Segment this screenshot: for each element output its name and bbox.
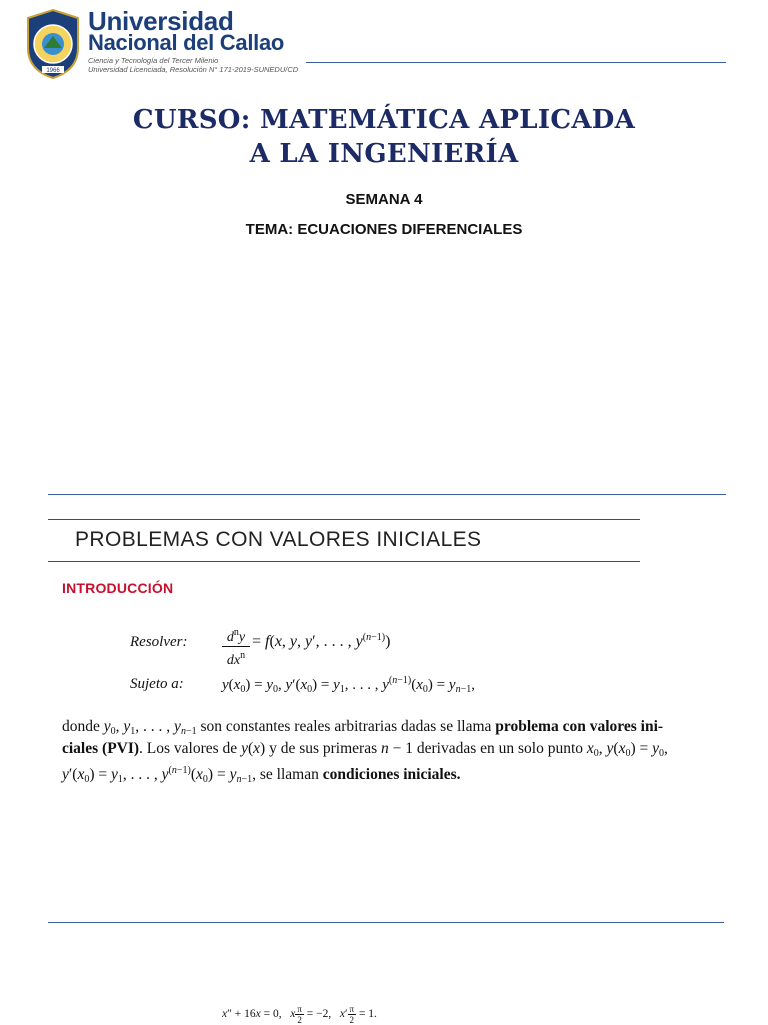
sujeto-label: Sujeto a:: [130, 676, 184, 692]
section-rule-bottom: [48, 561, 640, 562]
page-divider: [48, 922, 724, 923]
initial-conditions-equation: $y(x_0) = y_0$, $y'(x_0) = y_1$, . . . , $y^{(n-1)}(x_0) = y_{n-1}$,: [222, 675, 475, 695]
topic-label: TEMA: ECUACIONES DIFERENCIALES: [245, 221, 523, 238]
section-rule-top: [48, 519, 640, 520]
resolver-label: Resolver:: [130, 634, 188, 650]
header-divider: [306, 62, 726, 63]
paragraph-line: ciales (PVI). Los valores de y(x) y de sus primeras n − 1 derivadas en un solo punto $x_0$, $y(x_0) = y_0$,: [62, 740, 668, 759]
seal-year: 1966: [46, 68, 60, 74]
week-label: SEMANA 4: [345, 191, 423, 208]
university-name-line1: Universidad: [88, 6, 234, 36]
course-title-line1: CURSO: MATEMÁTICA APLICADA: [132, 105, 636, 135]
university-resolution: Universidad Licenciada, Resolución N° 171-2019-SUNEDU/CD: [88, 65, 299, 74]
ode-equation: = f(x, y, y′, . . . , $y^{(n-1)}$): [252, 632, 391, 650]
paragraph-line: donde $y_0$, $y_1$, . . . , $y_{n-1}$ son constantes reales arbitrarias dadas se llama problema con valores ini-: [62, 718, 664, 737]
intro-heading: INTRODUCCIÓN: [62, 580, 174, 596]
university-tagline: Ciencia y Tecnología del Tercer Milenio: [88, 56, 219, 65]
section-title: PROBLEMAS CON VALORES INICIALES: [75, 528, 482, 551]
university-name-line2: Nacional del Callao: [88, 30, 285, 55]
course-title-line2: A LA INGENIERÍA: [249, 139, 519, 169]
paragraph-line: $y'(x_0) = y_1$, . . . , $y^{(n-1)}(x_0) = y_{n-1}$, se llaman condiciones iniciales.: [62, 765, 461, 785]
university-seal-icon: [24, 8, 82, 80]
page-divider: [48, 494, 726, 495]
derivative-fraction: $d^ny$ $dx^n$: [222, 624, 250, 670]
example-equation: x″ + 16x = 0, x $\frac{\pi}{2}$ = −2, x′ $\frac{\pi}{2}$ = 1.: [222, 1004, 377, 1025]
